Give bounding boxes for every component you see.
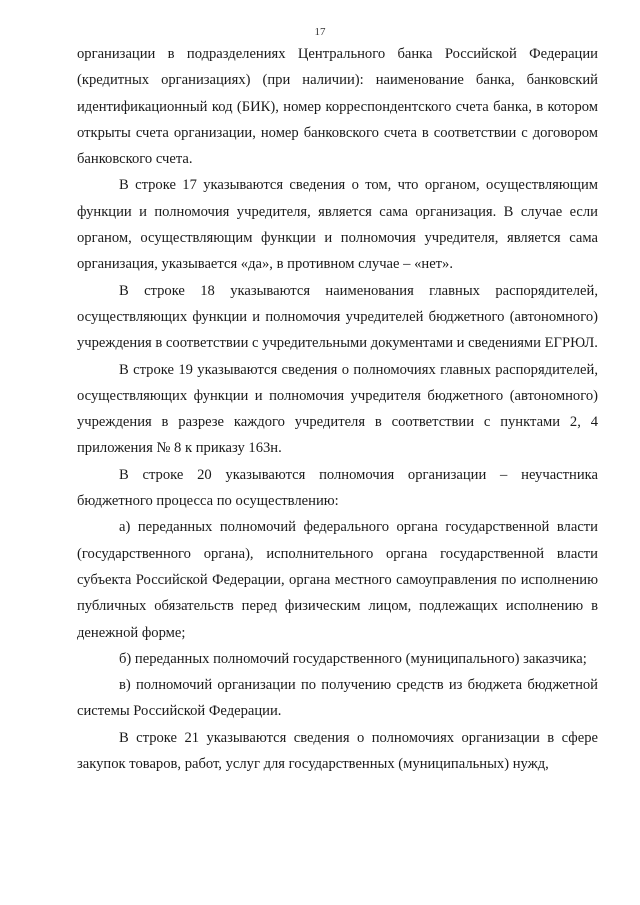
document-body xyxy=(77,41,598,777)
list-item-b: б) переданных полномочий государственного (муниципального) заказчика; xyxy=(119,650,587,667)
paragraph-line-19: В строке 19 указываются сведения о полномочиях главных распорядителей, осуществляющих функции и полномочия учредителя бюджетного (автономного) учреждения в разрезе каждого учредителя в соответствии с пунктами 2, 4 приложения № 8 к приказу 163н. xyxy=(77,361,598,457)
paragraph-line-20: В строке 20 указываются полномочия организации – неучастника бюджетного процесса по осуществлению: xyxy=(77,466,598,510)
paragraph-line-21: В строке 21 указываются сведения о полномочиях организации в сфере закупок товаров, работ, услуг для государственных (муниципальных) нужд, xyxy=(77,729,598,773)
page-number: 17 xyxy=(314,26,326,38)
paragraph-bank-details: организации в подразделениях Центрального банка Российской Федерации (кредитных организациях) (при наличии): наименование банка, банковский идентификационный код (БИК), номер корреспондентского счета банка, в котором открыты счета организации, номер банковского счета в соответствии с договором банковского счета. xyxy=(77,46,598,168)
list-item-a: а) переданных полномочий федерального органа государственной власти (государственного органа), исполнительного органа государственной власти субъекта Российской Федерации, органа местного самоуправления по исполнению публичных обязательств перед физическим лицом, подлежащих исполнению в денежной форме; xyxy=(77,519,598,641)
paragraph-line-17: В строке 17 указываются сведения о том, что органом, осуществляющим функции и полномочия учредителя, является сама организация. В случае если органом, осуществляющим функции и полномочия учредителя, является сама организация, указывается «да», в противном случае – «нет». xyxy=(77,177,598,273)
paragraph-line-18: В строке 18 указываются наименования главных распорядителей, осуществляющих функции и полномочия учредителей бюджетного (автономного) учреждения в соответствии с учредительными документами и сведениями ЕГРЮЛ. xyxy=(77,282,598,352)
list-item-v: в) полномочий организации по получению средств из бюджета бюджетной системы Российской Федерации. xyxy=(77,677,598,720)
